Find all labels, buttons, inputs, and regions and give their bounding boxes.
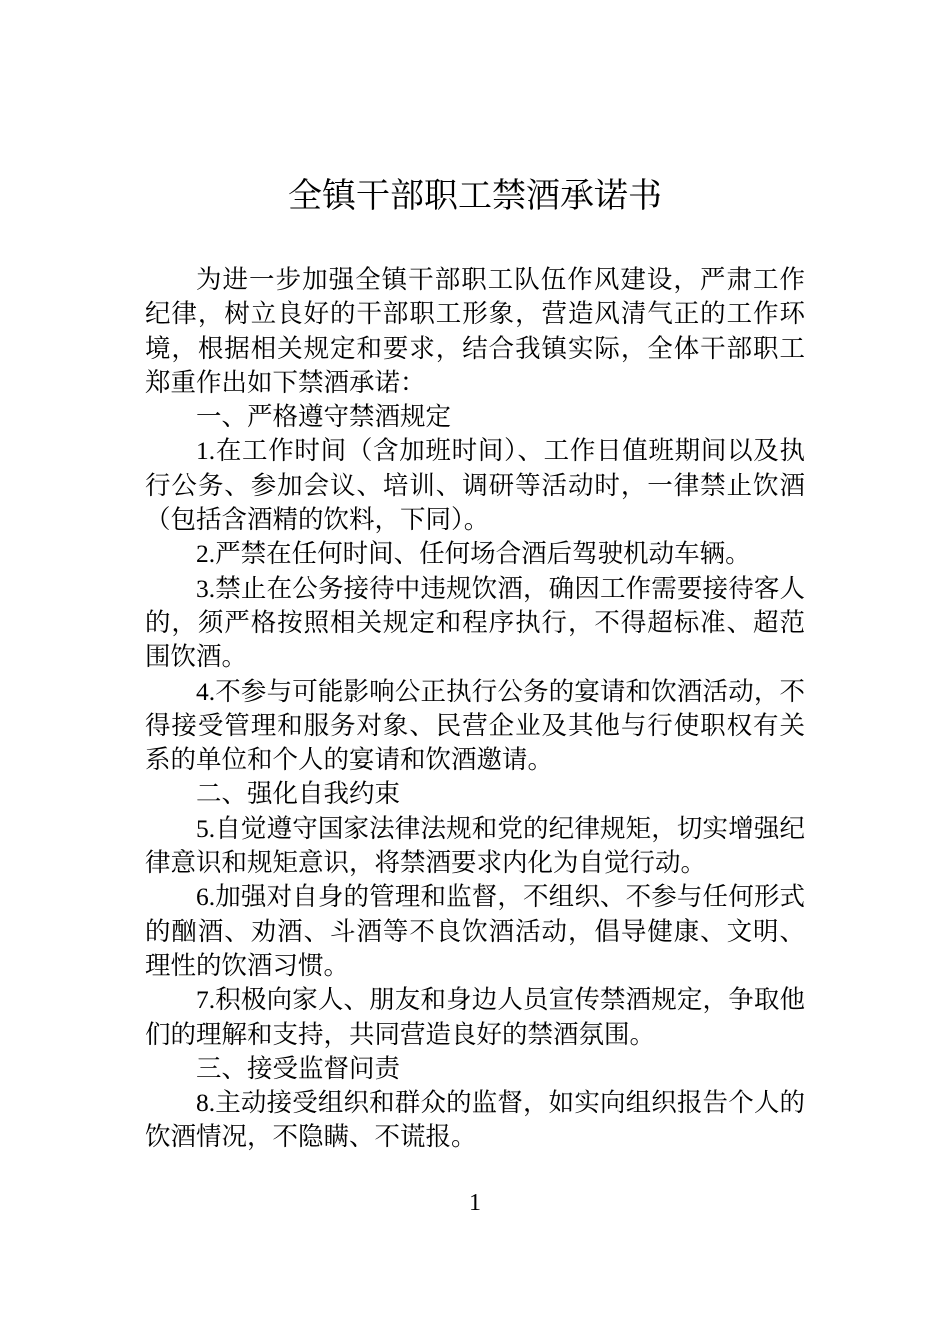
- document-body: [145, 263, 805, 1155]
- document-title: 全镇干部职工禁酒承诺书: [288, 176, 662, 216]
- section-heading: 二、强化自我约束: [196, 779, 401, 810]
- section-heading: 三、接受监督问责: [196, 1053, 401, 1084]
- clause-paragraph: [145, 537, 805, 571]
- clause-paragraph: [145, 572, 805, 675]
- clause-paragraph: [145, 1086, 805, 1155]
- clause-number: 6.: [196, 882, 216, 912]
- clause-text: 禁止在公务接待中违规饮酒，确因工作需要接待客人的，须严格按照相关规定和程序执行，不得超标准、超范围饮酒。: [145, 573, 805, 673]
- clause-number: 3.: [196, 573, 216, 603]
- clause-number: 4.: [196, 676, 216, 706]
- clause-text: 不参与可能影响公正执行公务的宴请和饮酒活动，不得接受管理和服务对象、民营企业及其他与行使职权有关系的单位和个人的宴请和饮酒邀请。: [145, 676, 805, 776]
- intro-paragraph: 为进一步加强全镇干部职工队伍作风建设，严肃工作纪律，树立良好的干部职工形象，营造风清气正的工作环境，根据相关规定和要求，结合我镇实际，全体干部职工郑重作出如下禁酒承诺：: [145, 265, 805, 398]
- clause-text: 积极向家人、朋友和身边人员宣传禁酒规定，争取他们的理解和支持，共同营造良好的禁酒氛围。: [145, 985, 805, 1050]
- clause-number: 7.: [196, 985, 216, 1015]
- clause-text: 在工作时间（含加班时间）、工作日值班期间以及执行公务、参加会议、培训、调研等活动时，一律禁止饮酒（包括含酒精的饮料，下同）。: [145, 436, 805, 536]
- clause-number: 5.: [196, 813, 216, 843]
- page-number: 1: [469, 1190, 481, 1216]
- clause-text: 自觉遵守国家法律法规和党的纪律规矩，切实增强纪律意识和规矩意识，将禁酒要求内化为自觉行动。: [145, 813, 805, 879]
- clause-number: 1.: [196, 436, 216, 466]
- clause-paragraph: [145, 983, 805, 1052]
- clause-number: 8.: [196, 1088, 216, 1118]
- section-heading: 一、严格遵守禁酒规定: [196, 402, 452, 433]
- clause-paragraph: [145, 880, 805, 983]
- clause-text: 严禁在任何时间、任何场合酒后驾驶机动车辆。: [215, 539, 751, 570]
- clause-text: 主动接受组织和群众的监督，如实向组织报告个人的饮酒情况，不隐瞒、不谎报。: [145, 1088, 805, 1153]
- clause-paragraph: [145, 434, 805, 537]
- clause-number: 2.: [196, 539, 216, 569]
- clause-paragraph: [145, 812, 805, 881]
- clause-paragraph: [145, 675, 805, 778]
- clause-text: 加强对自身的管理和监督，不组织、不参与任何形式的酗酒、劝酒、斗酒等不良饮酒活动，倡导健康、文明、理性的饮酒习惯。: [145, 882, 805, 981]
